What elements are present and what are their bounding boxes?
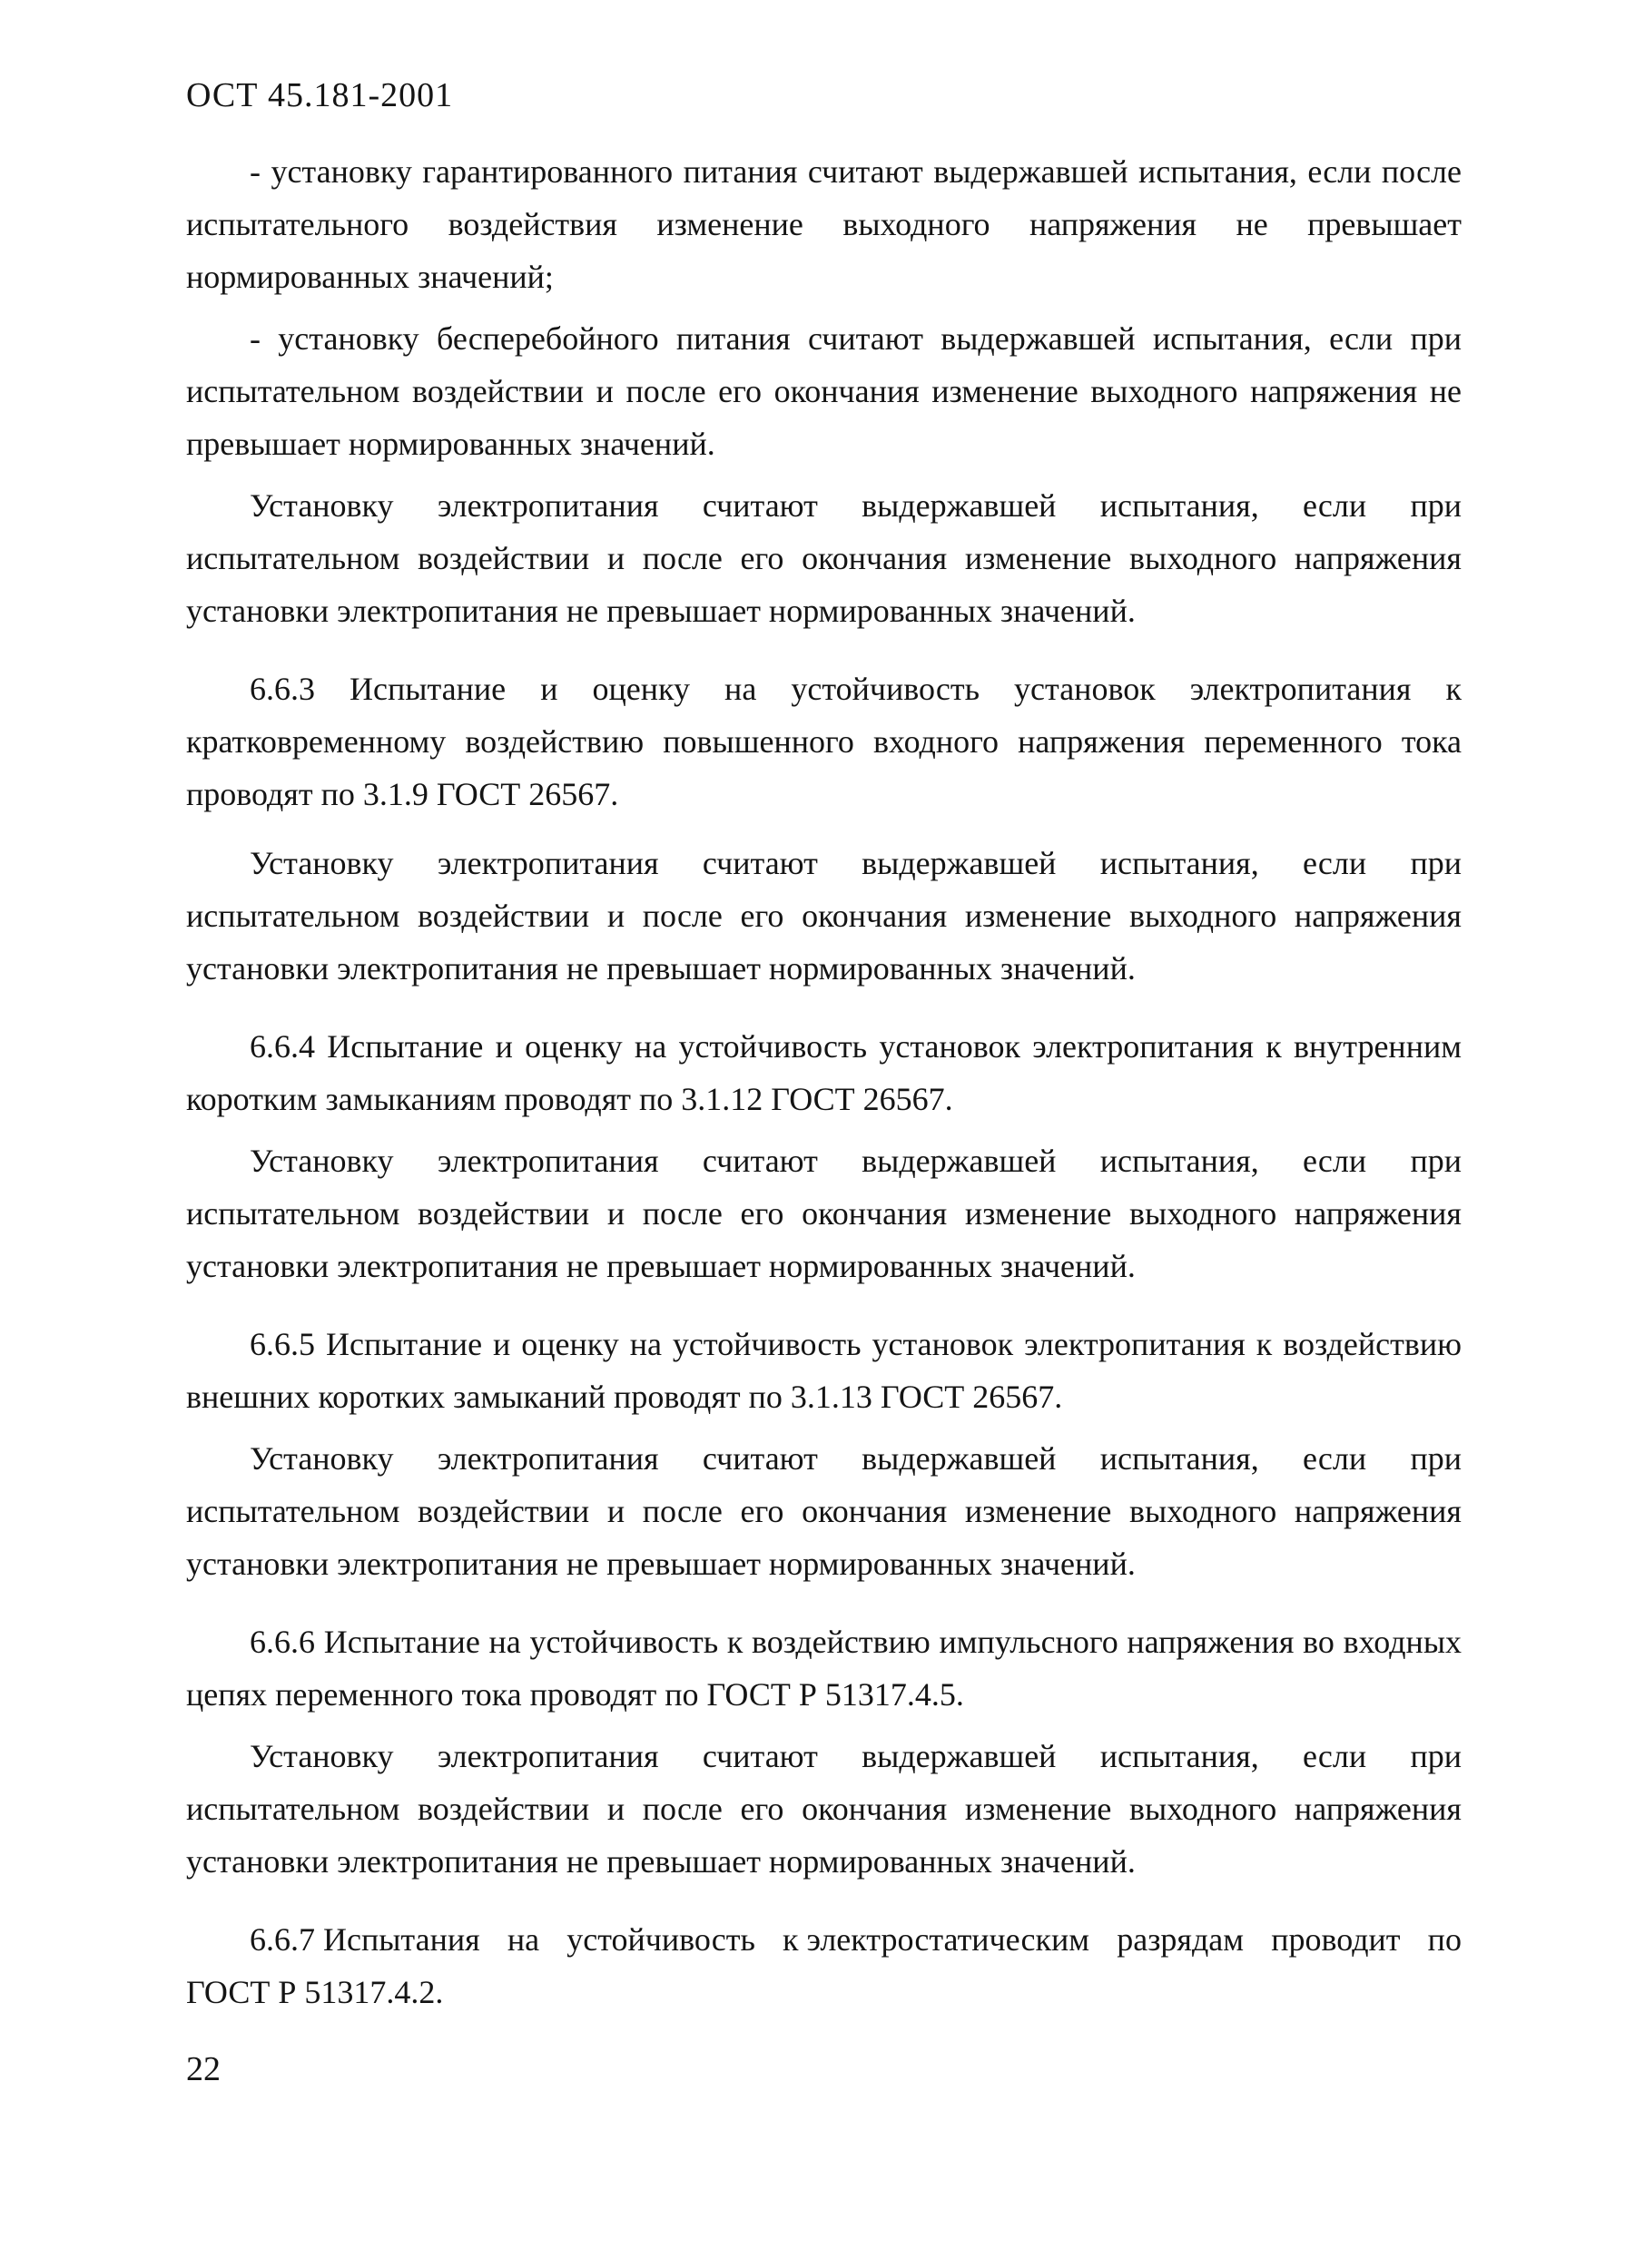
section-6-6-7-word: устойчивость: [566, 1921, 755, 1958]
paragraph-guaranteed-power: - установку гарантированного питания считают выдержавшей испытания, если после испытательного воздействия изменение выходного напряжения не превышает нормированных значений;: [186, 153, 1462, 295]
section-6-6-7-word: разрядам: [1117, 1921, 1245, 1958]
section-6-6-5: 6.6.5 Испытание и оценку на устойчивость установок электропитания к воздействию внешних коротких замыканий проводят по 3.1.13 ГОСТ 26567.: [186, 1326, 1462, 1415]
section-6-6-7-line: [186, 1913, 1462, 1966]
paragraph-6-6-3-criteria: Установку электропитания считают выдержавшей испытания, если при испытательном воздействии и после его окончания изменение выходного напряжения установки электропитания не превышает нормированных значений.: [186, 845, 1462, 987]
paragraph-6-6-6-criteria: Установку электропитания считают выдержавшей испытания, если при испытательном воздействии и после его окончания изменение выходного напряжения установки электропитания не превышает нормированных значений.: [186, 1738, 1462, 1880]
paragraph-power-unit-passed: Установку электропитания считают выдержавшей испытания, если при испытательном воздействии и после его окончания изменение выходного напряжения установки электропитания не превышает нормированных значений.: [186, 487, 1462, 629]
page-number: 22: [186, 2050, 221, 2088]
section-6-6-7-word: 6.6.7 Испытания: [250, 1921, 480, 1958]
section-6-6-7-word: к электростатическим: [783, 1921, 1090, 1958]
section-6-6-7-word: проводит: [1271, 1921, 1401, 1958]
section-6-6-7: [186, 1913, 1462, 2018]
section-6-6-3: 6.6.3 Испытание и оценку на устойчивость установок электропитания к кратковременному воздействию повышенного входного напряжения переменного тока проводят по 3.1.9 ГОСТ 26567.: [186, 671, 1462, 812]
paragraph-uninterruptible-power: - установку бесперебойного питания считают выдержавшей испытания, если при испытательном воздействии и после его окончания изменение выходного напряжения не превышает нормированных значений.: [186, 320, 1462, 462]
section-6-6-7-reference: ГОСТ Р 51317.4.2.: [186, 1974, 444, 2010]
section-6-6-6: 6.6.6 Испытание на устойчивость к воздействию импульсного напряжения во входных цепях переменного тока проводят по ГОСТ Р 51317.4.5.: [186, 1624, 1462, 1713]
paragraph-6-6-4-criteria: Установку электропитания считают выдержавшей испытания, если при испытательном воздействии и после его окончания изменение выходного напряжения установки электропитания не превышает нормированных значений.: [186, 1143, 1462, 1284]
paragraph-6-6-5-criteria: Установку электропитания считают выдержавшей испытания, если при испытательном воздействии и после его окончания изменение выходного напряжения установки электропитания не превышает нормированных значений.: [186, 1440, 1462, 1582]
document-code: ОСТ 45.181-2001: [186, 76, 454, 114]
document-body: [186, 145, 1462, 2018]
section-6-6-7-word: по: [1427, 1921, 1462, 1958]
section-6-6-7-word: на: [507, 1921, 540, 1958]
section-6-6-4: 6.6.4 Испытание и оценку на устойчивость установок электропитания к внутренним коротким замыканиям проводят по 3.1.12 ГОСТ 26567.: [186, 1028, 1462, 1117]
